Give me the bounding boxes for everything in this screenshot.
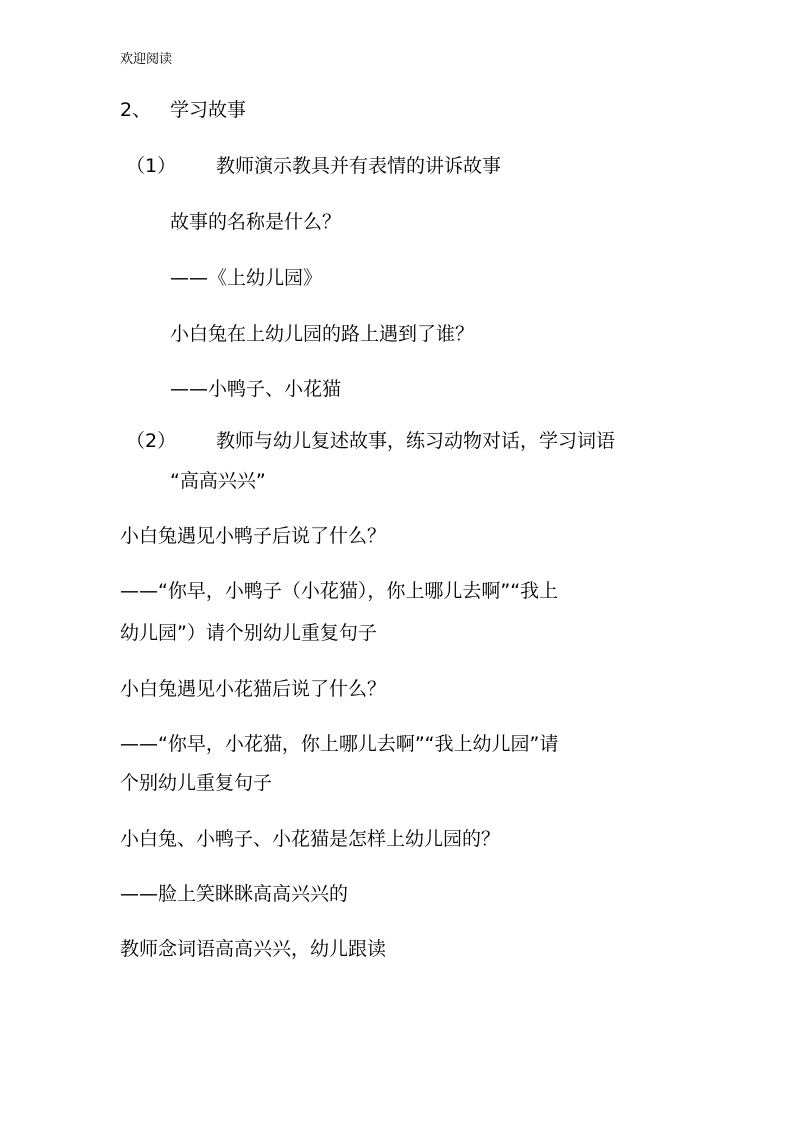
question-4: 小白兔遇见小花猫后说了什么？ [120, 678, 387, 700]
step-1-number: （1） [126, 155, 177, 177]
question-5: 小白兔、小鸭子、小花猫是怎样上幼儿园的？ [120, 828, 501, 850]
answer-4-line-2: 个别幼儿重复句子 [120, 772, 273, 794]
answer-3-line-1: ——“你早，小鸭子（小花猫），你上哪儿去啊”“我上 [120, 580, 559, 602]
answer-2: ——小鸭子、小花猫 [170, 378, 342, 400]
question-1: 故事的名称是什么？ [170, 211, 342, 233]
question-2: 小白兔在上幼儿园的路上遇到了谁？ [170, 323, 475, 345]
closing-instruction: 教师念词语高高兴兴，幼儿跟读 [120, 938, 387, 960]
answer-1: ——《上幼儿园》 [170, 267, 323, 289]
question-3: 小白兔遇见小鸭子后说了什么？ [120, 525, 387, 547]
step-2-text-continued: “高高兴兴” [170, 470, 266, 492]
step-1-text: 教师演示教具并有表情的讲诉故事 [216, 155, 502, 177]
step-2-number: （2） [126, 430, 177, 452]
answer-4-line-1: ——“你早，小花猫，你上哪儿去啊”“我上幼儿园”请 [120, 733, 559, 755]
answer-5: ——脸上笑眯眯高高兴兴的 [120, 883, 349, 905]
step-2-text: 教师与幼儿复述故事，练习动物对话，学习词语 [216, 430, 616, 452]
page-header: 欢迎阅读 [120, 52, 173, 67]
section-number: 2、 [120, 99, 152, 121]
answer-3-line-2: 幼儿园”）请个别幼儿重复句子 [120, 622, 377, 644]
section-title: 学习故事 [170, 99, 247, 121]
